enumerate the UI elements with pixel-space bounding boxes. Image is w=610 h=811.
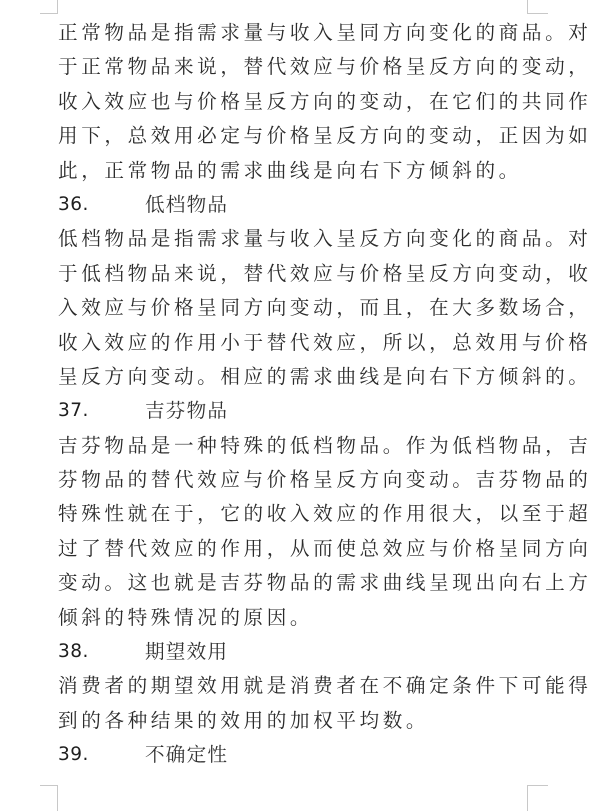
- section-number: 39.: [58, 744, 89, 766]
- text-line: 消费者的期望效用就是消费者在不确定条件下可能得: [58, 674, 592, 698]
- section-heading-38: [58, 635, 530, 669]
- crop-mark-bottom-right: [527, 785, 548, 811]
- text-line: 收入效应的作用小于替代效应，所以，总效用与价格: [58, 330, 592, 354]
- section-heading-36: [58, 188, 530, 222]
- text-line: 呈反方向变动。相应的需求曲线是向右下方倾斜的。: [58, 364, 592, 388]
- text-line: 低档物品是指需求量与收入呈反方向变化的商品。对: [58, 227, 592, 251]
- section-heading-37: [58, 394, 530, 428]
- text-line: 于正常物品来说，替代效应与价格呈反方向的变动，: [58, 55, 592, 79]
- section-term: 吉芬物品: [145, 399, 229, 423]
- text-line: 芬物品的替代效应与价格呈反方向变动。吉芬物品的: [58, 468, 592, 492]
- text-line: 用下，总效用必定与价格呈反方向的变动，正因为如: [58, 124, 592, 148]
- crop-mark-top-right: [527, 0, 548, 14]
- section-number: 36.: [58, 193, 89, 215]
- section-number: 37.: [58, 400, 89, 422]
- text-line: 特殊性就在于，它的收入效应的作用很大，以至于超: [58, 502, 592, 526]
- text-line: 变动。这也就是吉芬物品的需求曲线呈现出向右上方: [58, 571, 592, 595]
- text-line: 吉芬物品是一种特殊的低档物品。作为低档物品，吉: [58, 433, 592, 457]
- text-line: 收入效应也与价格呈反方向的变动，在它们的共同作: [58, 89, 592, 113]
- paragraph-inferior-goods: [58, 222, 592, 394]
- text-line: 到的各种结果的效用的加权平均数。: [58, 708, 430, 732]
- section-term: 低档物品: [145, 192, 229, 216]
- section-term: 不确定性: [145, 743, 229, 767]
- section-number: 38.: [58, 641, 89, 663]
- text-line: 于低档物品来说，替代效应与价格呈反方向变动，收: [58, 261, 592, 285]
- paragraph-giffen-goods: [58, 429, 592, 635]
- section-heading-39: [58, 738, 530, 772]
- text-line: 正常物品是指需求量与收入呈同方向变化的商品。对: [58, 21, 592, 44]
- text-line: 入效应与价格呈同方向变动，而且，在大多数场合，: [58, 296, 592, 320]
- paragraph-expected-utility: [58, 669, 592, 738]
- crop-mark-bottom-left: [40, 785, 58, 811]
- document-body: [58, 16, 592, 773]
- text-line: 此，正常物品的需求曲线是向右下方倾斜的。: [58, 158, 522, 182]
- section-term: 期望效用: [145, 640, 229, 664]
- text-line: 倾斜的特殊情况的原因。: [58, 605, 314, 629]
- paragraph-normal-goods: [58, 16, 592, 188]
- crop-mark-top-left: [40, 0, 58, 14]
- text-line: 过了替代效应的作用，从而使总效应与价格呈同方向: [58, 536, 592, 560]
